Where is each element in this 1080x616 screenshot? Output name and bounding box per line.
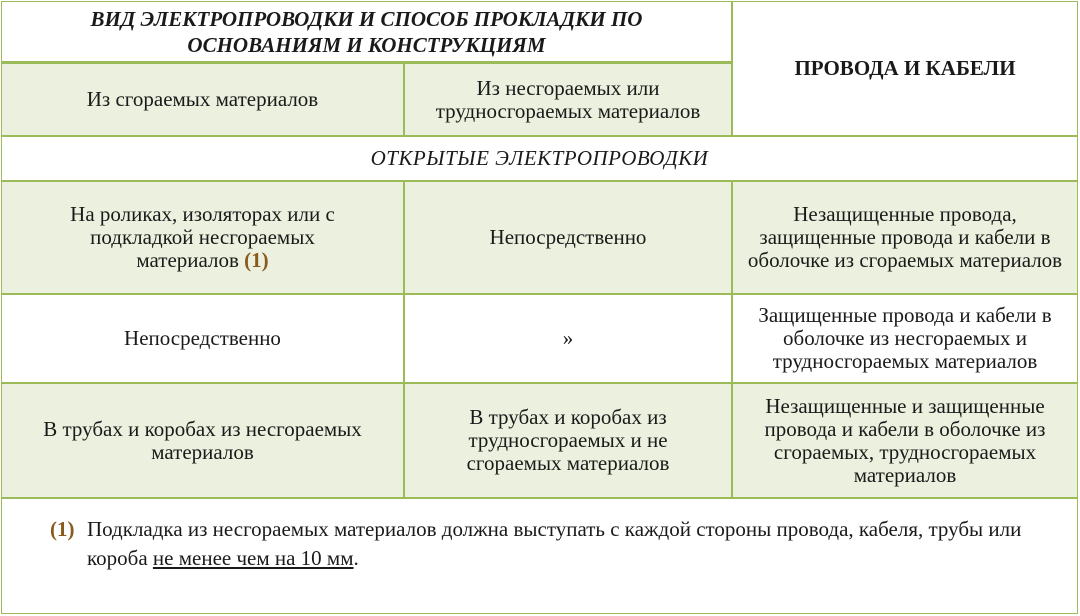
footnote-ref: (1) <box>244 248 269 272</box>
row-3-combustible: В трубах и коробах из несгораемых материалов <box>2 384 405 499</box>
row-1-noncombustible: Непосредственно <box>405 182 733 295</box>
footnote-text-underlined: не менее чем на 10 мм <box>152 546 354 570</box>
method-title: ВИД ЭЛЕКТРОПРОВОДКИ И СПОСОБ ПРОКЛАДКИ ПО ОСНОВАНИЯМ И КОНСТРУКЦИЯМ <box>2 2 733 64</box>
footnote <box>2 499 1077 613</box>
footnote-text <box>87 515 1067 573</box>
row-3-wires: Незащищенные и защищенные провода и кабели в оболочке из сгораемых, трудносгораемых материалов <box>733 384 1077 499</box>
header-noncombustible: Из несгораемых или трудносгораемых материалов <box>405 64 733 137</box>
row-2-wires: Защищенные провода и кабели в оболочке из несгораемых и трудносгораемых материалов <box>733 295 1077 384</box>
row-2-noncombustible: » <box>405 295 733 384</box>
wiring-table <box>1 1 1078 614</box>
row-1-combustible-text: На роликах, изоляторах или с подкладкой несгораемых материалов <box>70 202 335 272</box>
row-1-combustible <box>2 182 405 295</box>
footnote-number: (1) <box>50 517 75 541</box>
row-2-combustible: Непосредственно <box>2 295 405 384</box>
footnote-text-main: Подкладка из несгораемых материалов должна выступать с каждой стороны провода, кабеля, трубы или короба <box>87 517 1022 570</box>
footnote-text-end: . <box>353 546 359 570</box>
row-3-noncombustible: В трубах и коробах из трудносгораемых и не сгораемых материалов <box>405 384 733 499</box>
section-title: ОТКРЫТЫЕ ЭЛЕКТРОПРОВОДКИ <box>2 137 1077 182</box>
wires-title: ПРОВОДА И КАБЕЛИ <box>733 2 1077 137</box>
header-combustible: Из сгораемых материалов <box>2 64 405 137</box>
row-1-wires: Незащищенные провода, защищенные провода и кабели в оболочке из сгораемых материалов <box>733 182 1077 295</box>
